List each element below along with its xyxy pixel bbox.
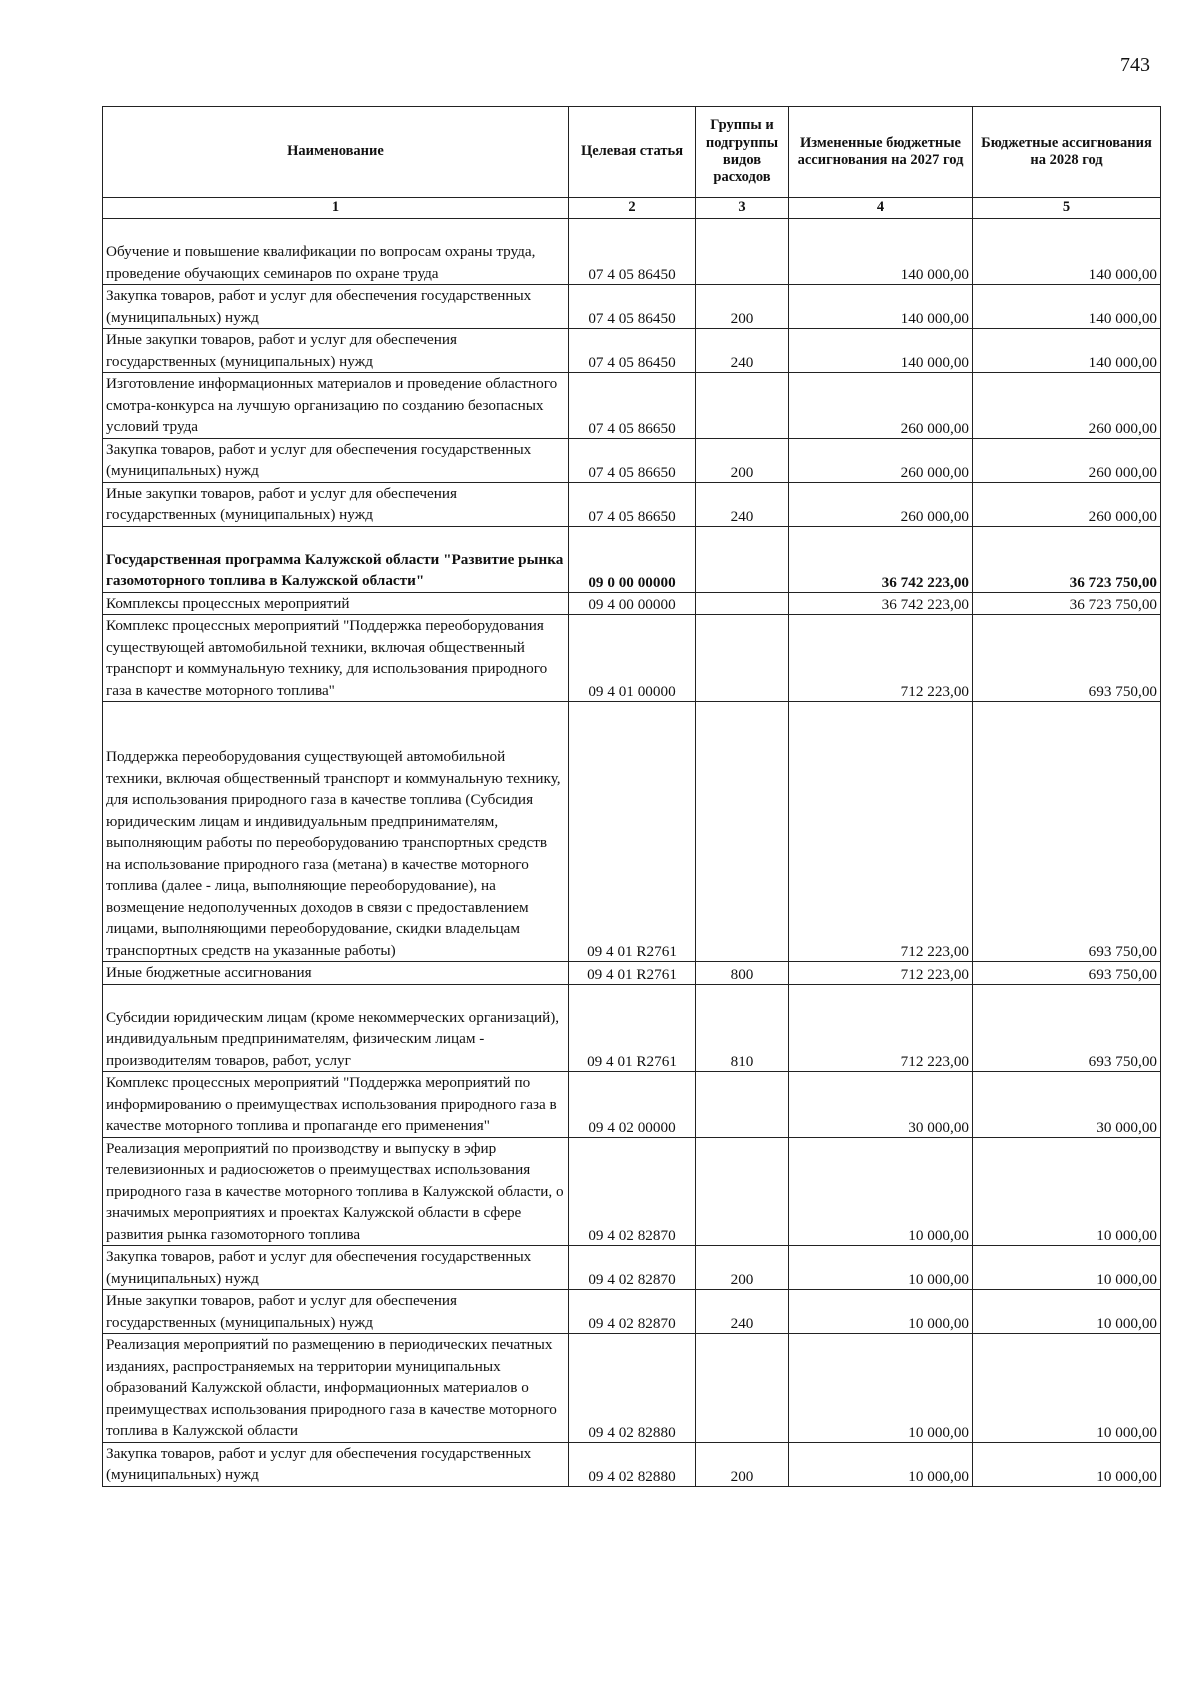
row-amount-2027: 140 000,00 (789, 285, 973, 329)
row-target-article: 09 4 01 R2761 (569, 962, 696, 985)
row-amount-2027: 140 000,00 (789, 219, 973, 285)
row-target-article: 07 4 05 86650 (569, 373, 696, 439)
header-amount-2027: Измененные бюджетные ассигнования на 2027 год (789, 107, 973, 198)
table-row (103, 1246, 1161, 1290)
table-row (103, 1072, 1161, 1138)
row-expense-group (696, 615, 789, 702)
row-expense-group: 200 (696, 438, 789, 482)
row-expense-group: 800 (696, 962, 789, 985)
row-expense-group: 240 (696, 329, 789, 373)
table-row (103, 984, 1161, 1072)
page-number: 743 (1120, 54, 1150, 76)
row-amount-2027: 260 000,00 (789, 438, 973, 482)
row-target-article: 09 4 01 R2761 (569, 702, 696, 962)
row-amount-2028: 693 750,00 (973, 702, 1161, 962)
row-target-article: 09 4 00 00000 (569, 592, 696, 615)
table-header-row (103, 107, 1161, 198)
table-row (103, 373, 1161, 439)
row-expense-group: 240 (696, 482, 789, 526)
budget-table (102, 106, 1161, 1487)
table-row (103, 219, 1161, 285)
row-target-article: 07 4 05 86450 (569, 285, 696, 329)
row-amount-2028: 693 750,00 (973, 962, 1161, 985)
header-amount-2028: Бюджетные ассигнования на 2028 год (973, 107, 1161, 198)
column-number: 3 (696, 198, 789, 219)
row-amount-2028: 10 000,00 (973, 1334, 1161, 1443)
row-amount-2027: 30 000,00 (789, 1072, 973, 1138)
row-name: Иные бюджетные ассигнования (103, 962, 569, 985)
row-amount-2028: 140 000,00 (973, 219, 1161, 285)
column-number: 2 (569, 198, 696, 219)
row-expense-group (696, 1334, 789, 1443)
row-target-article: 07 4 05 86450 (569, 219, 696, 285)
table-row (103, 702, 1161, 962)
row-amount-2028: 36 723 750,00 (973, 592, 1161, 615)
row-name: Закупка товаров, работ и услуг для обеспечения государственных (муниципальных) нужд (103, 1246, 569, 1290)
row-amount-2027: 260 000,00 (789, 373, 973, 439)
row-amount-2028: 260 000,00 (973, 482, 1161, 526)
table-row (103, 615, 1161, 702)
row-amount-2028: 30 000,00 (973, 1072, 1161, 1138)
row-expense-group (696, 526, 789, 592)
row-amount-2027: 10 000,00 (789, 1137, 973, 1246)
row-target-article: 09 4 01 00000 (569, 615, 696, 702)
row-amount-2027: 36 742 223,00 (789, 526, 973, 592)
row-amount-2027: 10 000,00 (789, 1290, 973, 1334)
row-amount-2027: 10 000,00 (789, 1246, 973, 1290)
row-amount-2027: 712 223,00 (789, 615, 973, 702)
row-target-article: 09 4 02 82880 (569, 1334, 696, 1443)
row-name: Комплекс процессных мероприятий "Поддержка мероприятий по информированию о преимуществах использования природного газа в качестве моторного топлива и пропаганде его применения" (103, 1072, 569, 1138)
row-amount-2027: 10 000,00 (789, 1334, 973, 1443)
row-target-article: 09 4 01 R2761 (569, 984, 696, 1072)
row-target-article: 09 4 02 82870 (569, 1137, 696, 1246)
row-name: Комплексы процессных мероприятий (103, 592, 569, 615)
table-row (103, 592, 1161, 615)
table-row (103, 482, 1161, 526)
row-amount-2027: 260 000,00 (789, 482, 973, 526)
row-amount-2028: 693 750,00 (973, 984, 1161, 1072)
column-number-row (103, 198, 1161, 219)
header-name: Наименование (103, 107, 569, 198)
row-name: Иные закупки товаров, работ и услуг для обеспечения государственных (муниципальных) нужд (103, 1290, 569, 1334)
table-row (103, 1334, 1161, 1443)
table-row (103, 526, 1161, 592)
row-amount-2028: 10 000,00 (973, 1442, 1161, 1486)
row-name: Иные закупки товаров, работ и услуг для обеспечения государственных (муниципальных) нужд (103, 482, 569, 526)
table-row (103, 1137, 1161, 1246)
table-row (103, 1290, 1161, 1334)
table-row (103, 285, 1161, 329)
column-number: 5 (973, 198, 1161, 219)
row-name: Закупка товаров, работ и услуг для обеспечения государственных (муниципальных) нужд (103, 1442, 569, 1486)
row-expense-group: 200 (696, 1246, 789, 1290)
row-expense-group (696, 702, 789, 962)
header-expense-groups: Группы и подгруппы видов расходов (696, 107, 789, 198)
row-name: Закупка товаров, работ и услуг для обеспечения государственных (муниципальных) нужд (103, 285, 569, 329)
table-row (103, 962, 1161, 985)
row-name: Комплекс процессных мероприятий "Поддержка переоборудования существующей автомобильной техники, включая общественный транспорт и коммунальную технику, для использования природного газа в качестве моторного топлива" (103, 615, 569, 702)
row-name: Реализация мероприятий по размещению в периодических печатных изданиях, распространяемых на территории муниципальных образований Калужской области, информационных материалов о преимуществах использования природного газа в качестве моторного топлива в Калужской области (103, 1334, 569, 1443)
column-number: 1 (103, 198, 569, 219)
row-target-article: 09 4 02 00000 (569, 1072, 696, 1138)
row-expense-group: 810 (696, 984, 789, 1072)
row-name: Закупка товаров, работ и услуг для обеспечения государственных (муниципальных) нужд (103, 438, 569, 482)
row-amount-2028: 140 000,00 (973, 329, 1161, 373)
row-expense-group (696, 1072, 789, 1138)
row-expense-group (696, 1137, 789, 1246)
table-row (103, 438, 1161, 482)
row-amount-2027: 712 223,00 (789, 702, 973, 962)
row-target-article: 09 4 02 82880 (569, 1442, 696, 1486)
row-amount-2028: 36 723 750,00 (973, 526, 1161, 592)
row-target-article: 09 4 02 82870 (569, 1246, 696, 1290)
row-amount-2028: 10 000,00 (973, 1246, 1161, 1290)
header-target-article: Целевая статья (569, 107, 696, 198)
row-name: Изготовление информационных материалов и проведение областного смотра-конкурса на лучшую организацию по созданию безопасных условий труда (103, 373, 569, 439)
table-body (103, 219, 1161, 1487)
row-amount-2028: 10 000,00 (973, 1290, 1161, 1334)
row-name: Государственная программа Калужской области "Развитие рынка газомоторного топлива в Калужской области" (103, 526, 569, 592)
row-expense-group (696, 373, 789, 439)
column-number: 4 (789, 198, 973, 219)
row-name: Субсидии юридическим лицам (кроме некоммерческих организаций), индивидуальным предпринимателям, физическим лицам - производителям товаров, работ, услуг (103, 984, 569, 1072)
row-amount-2027: 712 223,00 (789, 984, 973, 1072)
row-expense-group: 200 (696, 1442, 789, 1486)
row-name: Поддержка переоборудования существующей автомобильной техники, включая общественный транспорт и коммунальную технику, для использования природного газа в качестве топлива (Субсидия юридическим лицам и индивидуальным предпринимателям, выполняющим работы по переоборудованию транспортных средств на использование природного газа (метана) в качестве моторного топлива (далее - лица, выполняющие переоборудование), на возмещение недополученных доходов в связи с предоставлением лицами, выполняющими переоборудование, скидки владельцам транспортных средств на указанные работы) (103, 702, 569, 962)
row-target-article: 07 4 05 86450 (569, 329, 696, 373)
row-expense-group: 240 (696, 1290, 789, 1334)
row-amount-2028: 693 750,00 (973, 615, 1161, 702)
row-name: Обучение и повышение квалификации по вопросам охраны труда, проведение обучающих семинаров по охране труда (103, 219, 569, 285)
row-expense-group: 200 (696, 285, 789, 329)
row-target-article: 09 4 02 82870 (569, 1290, 696, 1334)
row-amount-2028: 140 000,00 (973, 285, 1161, 329)
row-amount-2027: 10 000,00 (789, 1442, 973, 1486)
row-amount-2028: 260 000,00 (973, 438, 1161, 482)
row-target-article: 07 4 05 86650 (569, 438, 696, 482)
row-target-article: 07 4 05 86650 (569, 482, 696, 526)
row-amount-2028: 260 000,00 (973, 373, 1161, 439)
row-target-article: 09 0 00 00000 (569, 526, 696, 592)
row-name: Иные закупки товаров, работ и услуг для обеспечения государственных (муниципальных) нужд (103, 329, 569, 373)
row-name: Реализация мероприятий по производству и выпуску в эфир телевизионных и радиосюжетов о преимуществах использования природного газа в качестве моторного топлива в Калужской области, о значимых мероприятиях и проектах Калужской области в сфере развития рынка газомоторного топлива (103, 1137, 569, 1246)
row-amount-2027: 140 000,00 (789, 329, 973, 373)
row-expense-group (696, 592, 789, 615)
table-row (103, 329, 1161, 373)
row-amount-2028: 10 000,00 (973, 1137, 1161, 1246)
row-amount-2027: 712 223,00 (789, 962, 973, 985)
row-amount-2027: 36 742 223,00 (789, 592, 973, 615)
table-row (103, 1442, 1161, 1486)
row-expense-group (696, 219, 789, 285)
